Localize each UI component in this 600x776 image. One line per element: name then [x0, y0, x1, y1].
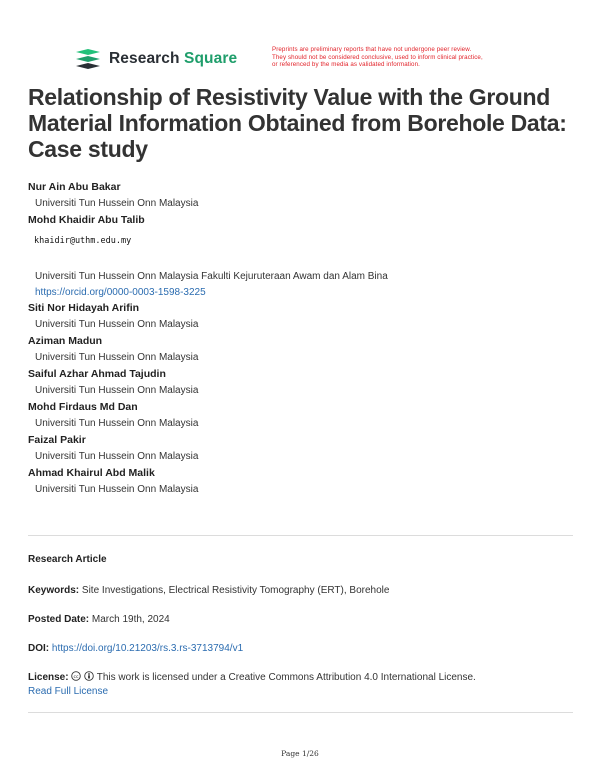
author-affiliation: Universiti Tun Hussein Onn Malaysia	[35, 418, 199, 429]
author-entry	[28, 367, 578, 400]
license-text: This work is licensed under a Creative Commons Attribution 4.0 International License.	[96, 672, 476, 683]
keywords-label: Keywords:	[28, 585, 80, 596]
author-affiliation: Universiti Tun Hussein Onn Malaysia	[35, 451, 199, 462]
author-entry	[28, 301, 578, 334]
posted-value: March 19th, 2024	[91, 614, 170, 625]
author-affiliation: Universiti Tun Hussein Onn Malaysia	[35, 352, 199, 363]
author-entry	[28, 180, 578, 213]
author-entry	[28, 466, 578, 499]
author-affiliation: Universiti Tun Hussein Onn Malaysia Fakulti Kejuruteraan Awam dan Alam Bina	[35, 271, 388, 282]
author-name: Faizal Pakir	[28, 434, 86, 446]
cc-icon	[71, 671, 81, 681]
logo-wordmark: Research Square	[109, 50, 238, 67]
license-label: License:	[28, 672, 69, 683]
orcid-link[interactable]: https://orcid.org/0000-0003-1598-3225	[35, 287, 206, 298]
doi-link[interactable]: https://doi.org/10.21203/rs.3.rs-3713794/v1	[51, 643, 244, 654]
attribution-icon	[84, 671, 94, 681]
author-entry	[28, 433, 578, 466]
author-email[interactable]: khaidir@uthm.edu.my	[34, 236, 132, 246]
author-name: Ahmad Khairul Abd Malik	[28, 467, 155, 479]
svg-text:cc: cc	[73, 674, 79, 680]
research-square-logo-icon	[74, 48, 102, 70]
keywords-value: Site Investigations, Electrical Resistivity Tomography (ERT), Borehole	[81, 585, 390, 596]
keywords	[28, 584, 389, 598]
license	[28, 671, 476, 699]
divider	[28, 535, 573, 536]
doi	[28, 642, 243, 656]
author-name: Nur Ain Abu Bakar	[28, 181, 121, 193]
author-entry	[28, 400, 578, 433]
divider	[28, 712, 573, 713]
author-entry	[28, 334, 578, 367]
author-affiliation: Universiti Tun Hussein Onn Malaysia	[35, 198, 199, 209]
author-name: Aziman Madun	[28, 335, 103, 347]
author-list	[28, 180, 578, 499]
author-affiliation: Universiti Tun Hussein Onn Malaysia	[35, 319, 199, 330]
author-name: Mohd Firdaus Md Dan	[28, 401, 138, 413]
doi-label: DOI:	[28, 643, 50, 654]
author-affiliation: Universiti Tun Hussein Onn Malaysia	[35, 385, 199, 396]
posted-label: Posted Date:	[28, 614, 90, 625]
author-name: Mohd Khaidir Abu Talib	[28, 214, 145, 226]
page-number: Page 1/26	[281, 749, 319, 758]
read-full-license-link[interactable]: Read Full License	[28, 686, 109, 697]
author-name: Siti Nor Hidayah Arifin	[28, 302, 140, 314]
article-type: Research Article	[28, 554, 107, 565]
author-affiliation: Universiti Tun Hussein Onn Malaysia	[35, 484, 199, 495]
preprint-notice: Preprints are preliminary reports that have not undergone peer review. They should not be considered conclusive, used to inform clinical practice, or referenced by the media as validated information.	[272, 46, 483, 69]
paper-title: Relationship of Resistivity Value with the Ground Material Information Obtained from Borehole Data: Case study	[28, 84, 567, 162]
research-square-logo[interactable]	[74, 48, 237, 70]
author-name: Saiful Azhar Ahmad Tajudin	[28, 368, 166, 380]
posted-date	[28, 613, 170, 627]
author-entry	[28, 213, 578, 301]
